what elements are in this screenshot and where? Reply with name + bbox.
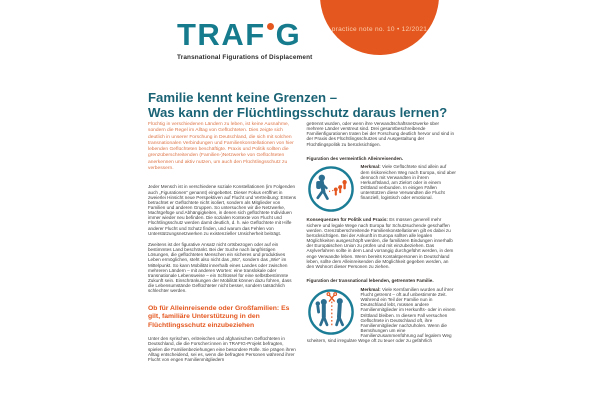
paragraph: Unter den syrischen, eritreischen und afghanischen Geflüchteten in Deutschland, die die Forscher:innen im TRAFIG-Projekt befragten, spielen die Familienbeziehungen eine besondere Rolle. Sie prägen ihren Alltag entscheidend, sei es, wenn die befragten Personen während ihrer Flucht von engen Familienmitgliedern xyxy=(148,336,296,362)
issue-ribbon xyxy=(320,0,439,55)
section-subheading: Ob für Alleinreisende oder Großfamilien: Es gilt, familiäre Unterstützung in den Flüchtlingsschutz einzubeziehen xyxy=(148,304,290,329)
text-columns xyxy=(148,121,456,368)
consequences-text: Es müssen generell mehr sichere und legale Wege nach Europa für Schutzsuchende geschaffen werden. Grenzüberschreitende Familienkonstellationen gilt es dabei zu berücksichtigen. Bei der Ankunft in Europa sollten alle legalen Möglichkeiten ausgeschöpft werden, die familiären Bindungen innerhalb der Europäischen Union zu prüfen und mit einzubeziehen. Das Asylverfahren sollte in dem Land vorrangig durchgeführt werden, in dem enge Verwandte leben. Wenn bereits Kontaktpersonen in Deutschland leben, sollte dem Alleinreisenden die Möglichkeit gegeben werden, an den Wohnort dieser Personen zu ziehen. xyxy=(306,217,454,269)
paragraph: Zweitens ist der figurative Ansatz nicht ortsbezogen oder auf ein bestimmtes Land beschränkt. Bei der Suche nach langfristigen Lösungen, die geflüchteten Menschen ein sicheres und produktives Leben ermöglichen, steht also nicht das „Wo“, sondern das „Wie“ im Mittelpunkt. So kann Mobilität innerhalb eines Landes oder zwischen mehreren Ländern – mit anderen Worten: eine translokale oder transnationale Lebensweise – ein Schlüssel für eine selbstbestimmte Zukunft sein. Einschränkungen der Mobilität können dazu führen, dass die Lebensumstände Geflüchteter nicht besser, sondern tatsächlich schlechter werden. xyxy=(148,241,292,294)
separated-family-scissors-icon xyxy=(307,288,355,336)
merkmal-text: Viele Kernfamilien wurden auf ihrer Flucht getrennt – oft auf unbestimmte Zeit. Während ein Teil der Familie nun in Deutschland lebt, müssen andere Familienmitglieder im Herkunfts- oder in einem Drittland bleiben. In diesem Fall versuchen Geflüchtete in Deutschland oft, ihre Familienmitglieder nachzuholen. Wenn die Bemühungen um eine Familienzusammenführung auf legalem Weg scheitern, sind irreguläre Wege oft zu teuer oder zu gefährlich xyxy=(306,286,456,344)
right-column xyxy=(307,121,457,368)
trafig-logo-wordmark xyxy=(177,17,312,52)
figuration2-heading: Figuration der transnational lebenden, getrennten Familie. xyxy=(306,278,434,284)
merkmal-text: Viele Geflüchtete sind allein auf dem risikoreichen Weg nach Europa, sind aber dennoch mit Verwandten in ihrem Herkunftsland, am Zielort oder in einem Drittland verbunden. In einigen Fällen unterstützen diese Verwandten die Flucht finanziell, logistisch oder emotional. xyxy=(360,164,456,201)
page-title xyxy=(148,91,468,120)
intro-abstract: Flüchtig in verschiedenen Ländern zu leben, ist keine Ausnahme, sondern die Regel im Alltag von Geflüchteten. Dies zeigte sich deutlich in unserer Forschung in Deutschland, die sich mit solchen transnationalen Verbindungen und Familienkonstellationen von hier lebenden Geflüchteten beschäftigte. Praxis und Politik sollten die grenzüberschreitenden (Familien-)Netzwerke von Geflüchteten anerkennen und aktiv nutzen, um auch den Flüchtlingsschutz zu verbessern. xyxy=(148,122,294,172)
page-title-line2: Was kann der Flüchtlingsschutz daraus lernen? xyxy=(148,104,448,120)
consequences-paragraph xyxy=(307,217,457,269)
merkmal-label: Merkmal: xyxy=(360,286,381,292)
logo-dot-icon xyxy=(267,23,274,30)
figuration1-block xyxy=(307,164,457,215)
figuration1-heading: Figuration des vermeintlich Alleinreisenden. xyxy=(306,155,404,161)
consequences-label: Konsequenzen für Politik und Praxis: xyxy=(306,217,388,223)
logo-subtitle: Transnational Figurations of Displacement xyxy=(177,54,313,61)
issue-ribbon-label: practice note no. 10 • 12/2021 xyxy=(331,26,428,33)
figuration2-block xyxy=(307,287,457,350)
paragraph: Jeder Mensch ist in verschiedene soziale Konstellationen (im Folgenden auch „Figurationen“ genannt) eingebettet. Dieser Fokus eröffnet in zweierlei Hinsicht neue Perspektiven auf Flucht und Vertreibung: Erstens betrachtet er Geflüchtete nicht isoliert, sondern als Mitglieder von Familien und anderen Gruppen. So untersuchen wir die Netzwerke, Machtgefüge und Abhängigkeiten, in denen sich geflüchtete Individuen immer wieder neu befinden. Die sozialen Kontexte von Flucht und Flüchtlingsschutz werden damit deutlich, d. h. wie Geflüchtete mit Hilfe anderer Flucht und Schutz finden, und warum das Fehlen von Unterstützungsnetzwerken zu existenzieller Unsicherheit beiträgt. xyxy=(148,184,297,236)
page-title-line1: Familie kennt keine Grenzen – xyxy=(148,90,338,105)
logo-word-right: G xyxy=(275,17,302,52)
walking-refugee-with-network-icon xyxy=(307,165,355,213)
left-column xyxy=(148,121,298,368)
merkmal-label: Merkmal: xyxy=(360,164,381,170)
trafig-logo xyxy=(177,17,313,61)
logo-word-left: TRAF xyxy=(177,17,266,52)
paragraph: getrennt wurden, oder wenn ihre Verwandtschaftsnetzwerke über mehrere Länder verstreut sind. Drei gesamtbeschreibende Familienfigurationen traten bei der Forschung deutlich hervor und sind in der Praxis des Flüchtlingsschutzes und Ausgestaltung der Flüchtlingspolitik zu berücksichtigen. xyxy=(306,121,455,147)
